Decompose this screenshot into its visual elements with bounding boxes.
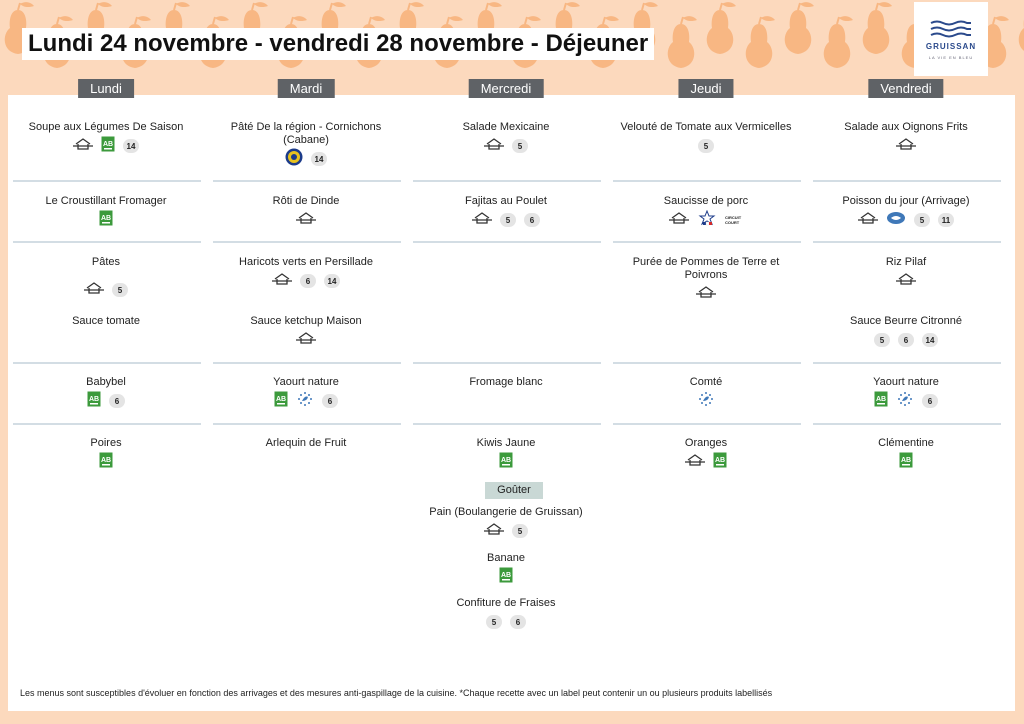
homemade-icon xyxy=(296,211,316,230)
organic-ab-icon xyxy=(274,391,288,412)
dish-labels xyxy=(11,282,201,298)
separator xyxy=(613,180,801,182)
svg-text:AB: AB xyxy=(500,571,512,579)
dish-labels xyxy=(211,332,401,348)
day-header-lundi: Lundi xyxy=(78,79,134,98)
french-pork-icon xyxy=(697,210,717,231)
dish-labels xyxy=(11,393,201,409)
homemade-icon xyxy=(685,453,705,472)
dish-labels xyxy=(211,393,401,409)
dish-name: Sauce tomate xyxy=(72,315,140,327)
circuit-court-label: CIRCUIT COURT xyxy=(725,215,742,225)
dish-labels xyxy=(411,138,601,154)
dish-labels xyxy=(411,614,601,630)
separator xyxy=(813,362,1001,364)
allergen-badge: 5 xyxy=(486,615,502,629)
organic-ab-icon xyxy=(713,452,727,473)
dish-name: Fromage blanc xyxy=(469,376,543,388)
homemade-icon xyxy=(858,211,878,230)
dish-name: Saucisse de porc xyxy=(663,195,749,207)
dish-name: Banane xyxy=(487,552,525,564)
dish-name: Comté xyxy=(689,376,723,388)
homemade-icon xyxy=(896,272,916,291)
dish-dessert xyxy=(611,437,801,470)
organic-ab-icon xyxy=(499,567,513,588)
homemade-icon xyxy=(73,137,93,156)
organic-ab-icon xyxy=(899,452,913,473)
svg-text:AB: AB xyxy=(900,456,912,464)
allergen-badge: 5 xyxy=(512,139,528,153)
separator xyxy=(413,423,601,425)
dish-labels xyxy=(611,393,801,409)
svg-text:AB: AB xyxy=(100,456,112,464)
allergen-badge: 5 xyxy=(914,213,930,227)
dish-side xyxy=(211,256,401,289)
dish-entree xyxy=(11,121,201,154)
eu-organic-leaf-icon xyxy=(296,391,314,412)
snack-item xyxy=(411,597,601,630)
allergen-badge: 5 xyxy=(112,283,128,297)
dish-name: Purée de Pommes de Terre et Poivrons xyxy=(632,256,780,281)
snack-header: Goûter xyxy=(485,482,543,499)
dish-main xyxy=(211,195,401,228)
dish-side xyxy=(811,256,1001,289)
dish-labels xyxy=(411,212,601,228)
allergen-badge: 6 xyxy=(109,394,125,408)
separator xyxy=(213,423,401,425)
dish-main xyxy=(11,195,201,228)
gruissan-logo xyxy=(914,2,988,76)
separator xyxy=(813,241,1001,243)
dish-name: Pâté De la région - Cornichons (Cabane) xyxy=(230,121,382,146)
allergen-badge: 6 xyxy=(922,394,938,408)
separator xyxy=(213,362,401,364)
separator xyxy=(213,180,401,182)
homemade-icon xyxy=(472,211,492,230)
svg-text:AB: AB xyxy=(500,456,512,464)
dish-entree xyxy=(211,121,401,167)
snack-item xyxy=(411,506,601,539)
allergen-badge: 6 xyxy=(510,615,526,629)
dish-name: Oranges xyxy=(684,437,728,449)
dish-side xyxy=(611,256,801,302)
organic-ab-icon xyxy=(87,391,101,412)
allergen-badge: 5 xyxy=(512,524,528,538)
dish-labels xyxy=(811,332,1001,348)
dish-name: Salade aux Oignons Frits xyxy=(844,121,968,133)
dish-dessert xyxy=(811,437,1001,470)
dish-labels xyxy=(611,138,801,154)
fish-label-icon xyxy=(886,211,906,230)
dish-dessert xyxy=(411,437,601,470)
dish-name: Babybel xyxy=(86,376,126,388)
allergen-badge: 6 xyxy=(300,274,316,288)
dish-name: Haricots verts en Persillade xyxy=(239,256,373,268)
allergen-badge: 14 xyxy=(311,152,327,166)
dish-name: Rôti de Dinde xyxy=(272,195,340,207)
page-title: Lundi 24 novembre - vendredi 28 novembre - Déjeuner xyxy=(28,30,649,57)
dish-labels xyxy=(411,454,601,470)
dish-dairy xyxy=(11,376,201,409)
separator xyxy=(413,362,601,364)
dish-name: Fajitas au Poulet xyxy=(465,195,547,207)
homemade-icon xyxy=(484,137,504,156)
dish-name: Yaourt nature xyxy=(273,376,339,388)
dish-dairy xyxy=(611,376,801,409)
dish-main xyxy=(611,195,801,228)
dish-labels xyxy=(211,151,401,167)
separator xyxy=(213,241,401,243)
dish-side xyxy=(11,256,201,298)
dish-labels xyxy=(811,138,1001,154)
dish-main xyxy=(811,195,1001,228)
day-header-vendredi: Vendredi xyxy=(868,79,943,98)
separator xyxy=(813,423,1001,425)
dish-labels xyxy=(611,286,801,302)
day-header-mardi: Mardi xyxy=(278,79,335,98)
dish-name: Poires xyxy=(90,437,122,449)
homemade-icon xyxy=(696,285,716,304)
menu-panel xyxy=(8,81,1015,711)
dish-entree xyxy=(411,121,601,154)
dish-labels xyxy=(811,454,1001,470)
allergen-badge: 5 xyxy=(874,333,890,347)
eu-organic-leaf-icon xyxy=(697,391,715,412)
dish-labels xyxy=(811,273,1001,289)
svg-text:AB: AB xyxy=(875,395,887,403)
dish-sauce xyxy=(811,315,1001,348)
separator xyxy=(13,423,201,425)
page-title-box xyxy=(22,28,654,60)
svg-text:AB: AB xyxy=(714,456,726,464)
separator xyxy=(613,423,801,425)
logo-subtitle: LA VIE EN BLEU xyxy=(928,54,974,60)
organic-ab-icon xyxy=(874,391,888,412)
homemade-icon xyxy=(296,331,316,350)
dish-labels xyxy=(11,212,201,228)
dish-labels xyxy=(11,138,201,154)
allergen-badge: 14 xyxy=(324,274,340,288)
allergen-badge: 14 xyxy=(123,139,139,153)
organic-ab-icon xyxy=(499,452,513,473)
eu-organic-leaf-icon xyxy=(896,391,914,412)
dish-name: Clémentine xyxy=(878,437,934,449)
day-header-mercredi: Mercredi xyxy=(469,79,544,98)
dish-sauce xyxy=(211,315,401,348)
dish-name: Yaourt nature xyxy=(873,376,939,388)
allergen-badge: 6 xyxy=(322,394,338,408)
day-header-jeudi: Jeudi xyxy=(678,79,733,98)
dish-labels xyxy=(611,454,801,470)
dish-name: Salade Mexicaine xyxy=(462,121,550,133)
label-seal-icon xyxy=(285,148,303,171)
dish-labels xyxy=(611,212,801,228)
dish-name: Kiwis Jaune xyxy=(476,437,536,449)
homemade-icon xyxy=(669,211,689,230)
allergen-badge: 5 xyxy=(698,139,714,153)
svg-text:AB: AB xyxy=(100,214,112,222)
dish-labels xyxy=(211,273,401,289)
dish-sauce xyxy=(11,315,201,328)
svg-text:AB: AB xyxy=(102,140,114,148)
allergen-badge: 11 xyxy=(938,213,954,227)
homemade-icon xyxy=(896,137,916,156)
dish-dairy xyxy=(211,376,401,409)
separator xyxy=(413,180,601,182)
dish-entree xyxy=(611,121,801,154)
dish-name: Arlequin de Fruit xyxy=(265,437,347,449)
organic-ab-icon xyxy=(101,136,115,157)
logo-waves-icon xyxy=(929,19,973,41)
organic-ab-icon xyxy=(99,210,113,231)
separator xyxy=(613,241,801,243)
separator xyxy=(13,180,201,182)
organic-ab-icon xyxy=(99,452,113,473)
dish-dairy xyxy=(811,376,1001,409)
dish-labels xyxy=(411,523,601,539)
dish-dessert xyxy=(211,437,401,450)
separator xyxy=(13,241,201,243)
svg-text:AB: AB xyxy=(88,395,100,403)
separator xyxy=(413,241,601,243)
dish-labels xyxy=(811,393,1001,409)
separator xyxy=(813,180,1001,182)
dish-name: Sauce ketchup Maison xyxy=(250,315,362,327)
dish-labels xyxy=(211,212,401,228)
homemade-icon xyxy=(84,281,104,300)
dish-name: Pâtes xyxy=(91,256,121,268)
homemade-icon xyxy=(484,522,504,541)
separator xyxy=(13,362,201,364)
dish-labels xyxy=(811,212,1001,228)
allergen-badge: 14 xyxy=(922,333,938,347)
dish-labels xyxy=(11,454,201,470)
dish-dessert xyxy=(11,437,201,470)
dish-dairy xyxy=(411,376,601,389)
snack-item xyxy=(411,552,601,585)
dish-name: Le Croustillant Fromager xyxy=(45,195,167,207)
allergen-badge: 6 xyxy=(898,333,914,347)
homemade-icon xyxy=(272,272,292,291)
dish-labels xyxy=(411,569,601,585)
allergen-badge: 5 xyxy=(500,213,516,227)
dish-main xyxy=(411,195,601,228)
dish-name: Riz Pilaf xyxy=(885,256,927,268)
dish-entree xyxy=(811,121,1001,154)
dish-name: Poisson du jour (Arrivage) xyxy=(842,195,970,207)
logo-text: GRUISSAN xyxy=(925,41,977,51)
allergen-badge: 6 xyxy=(524,213,540,227)
dish-name: Pain (Boulangerie de Gruissan) xyxy=(429,506,583,518)
dish-name: Confiture de Fraises xyxy=(456,597,556,609)
dish-name: Sauce Beurre Citronné xyxy=(850,315,962,327)
dish-name: Soupe aux Légumes De Saison xyxy=(28,121,184,133)
separator xyxy=(613,362,801,364)
svg-text:AB: AB xyxy=(275,395,287,403)
footnote: Les menus sont susceptibles d'évoluer en fonction des arrivages et des mesures anti-gaspillage de la cuisine. *Chaque recette avec un label peut contenir un ou plusieurs produits labellisés xyxy=(20,688,773,698)
dish-name: Velouté de Tomate aux Vermicelles xyxy=(620,121,792,133)
